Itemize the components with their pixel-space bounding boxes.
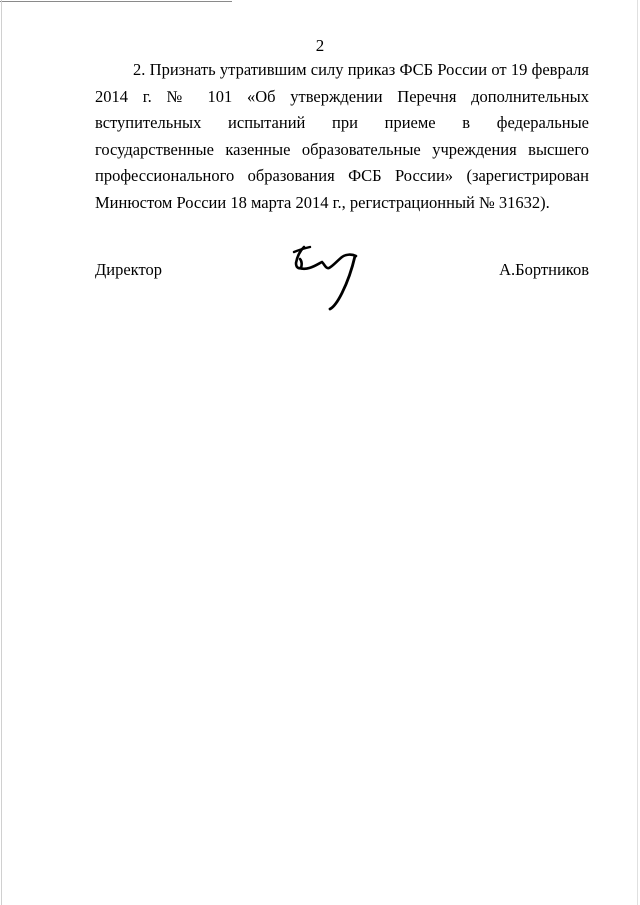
signatory-position: Директор	[95, 260, 162, 279]
scan-edge-left	[1, 0, 2, 905]
scan-edge-top	[0, 1, 232, 2]
paragraph-item-2: 2. Признать утратившим силу приказ ФСБ России от 19 февраля 2014 г. № 101 «Об утверждении Перечня дополнительных вступительных испытаний при приеме в федеральные государственные казенные образовательные учреждения высшего профессионального образования ФСБ России» (зарегистрирован Минюстом России 18 марта 2014 г., регистрационный № 31632).	[95, 60, 589, 212]
page-number: 2	[315, 36, 325, 55]
scan-edge-right	[637, 0, 638, 905]
signature-icon	[286, 241, 362, 315]
signatory-name: А.Бортников	[499, 260, 589, 279]
